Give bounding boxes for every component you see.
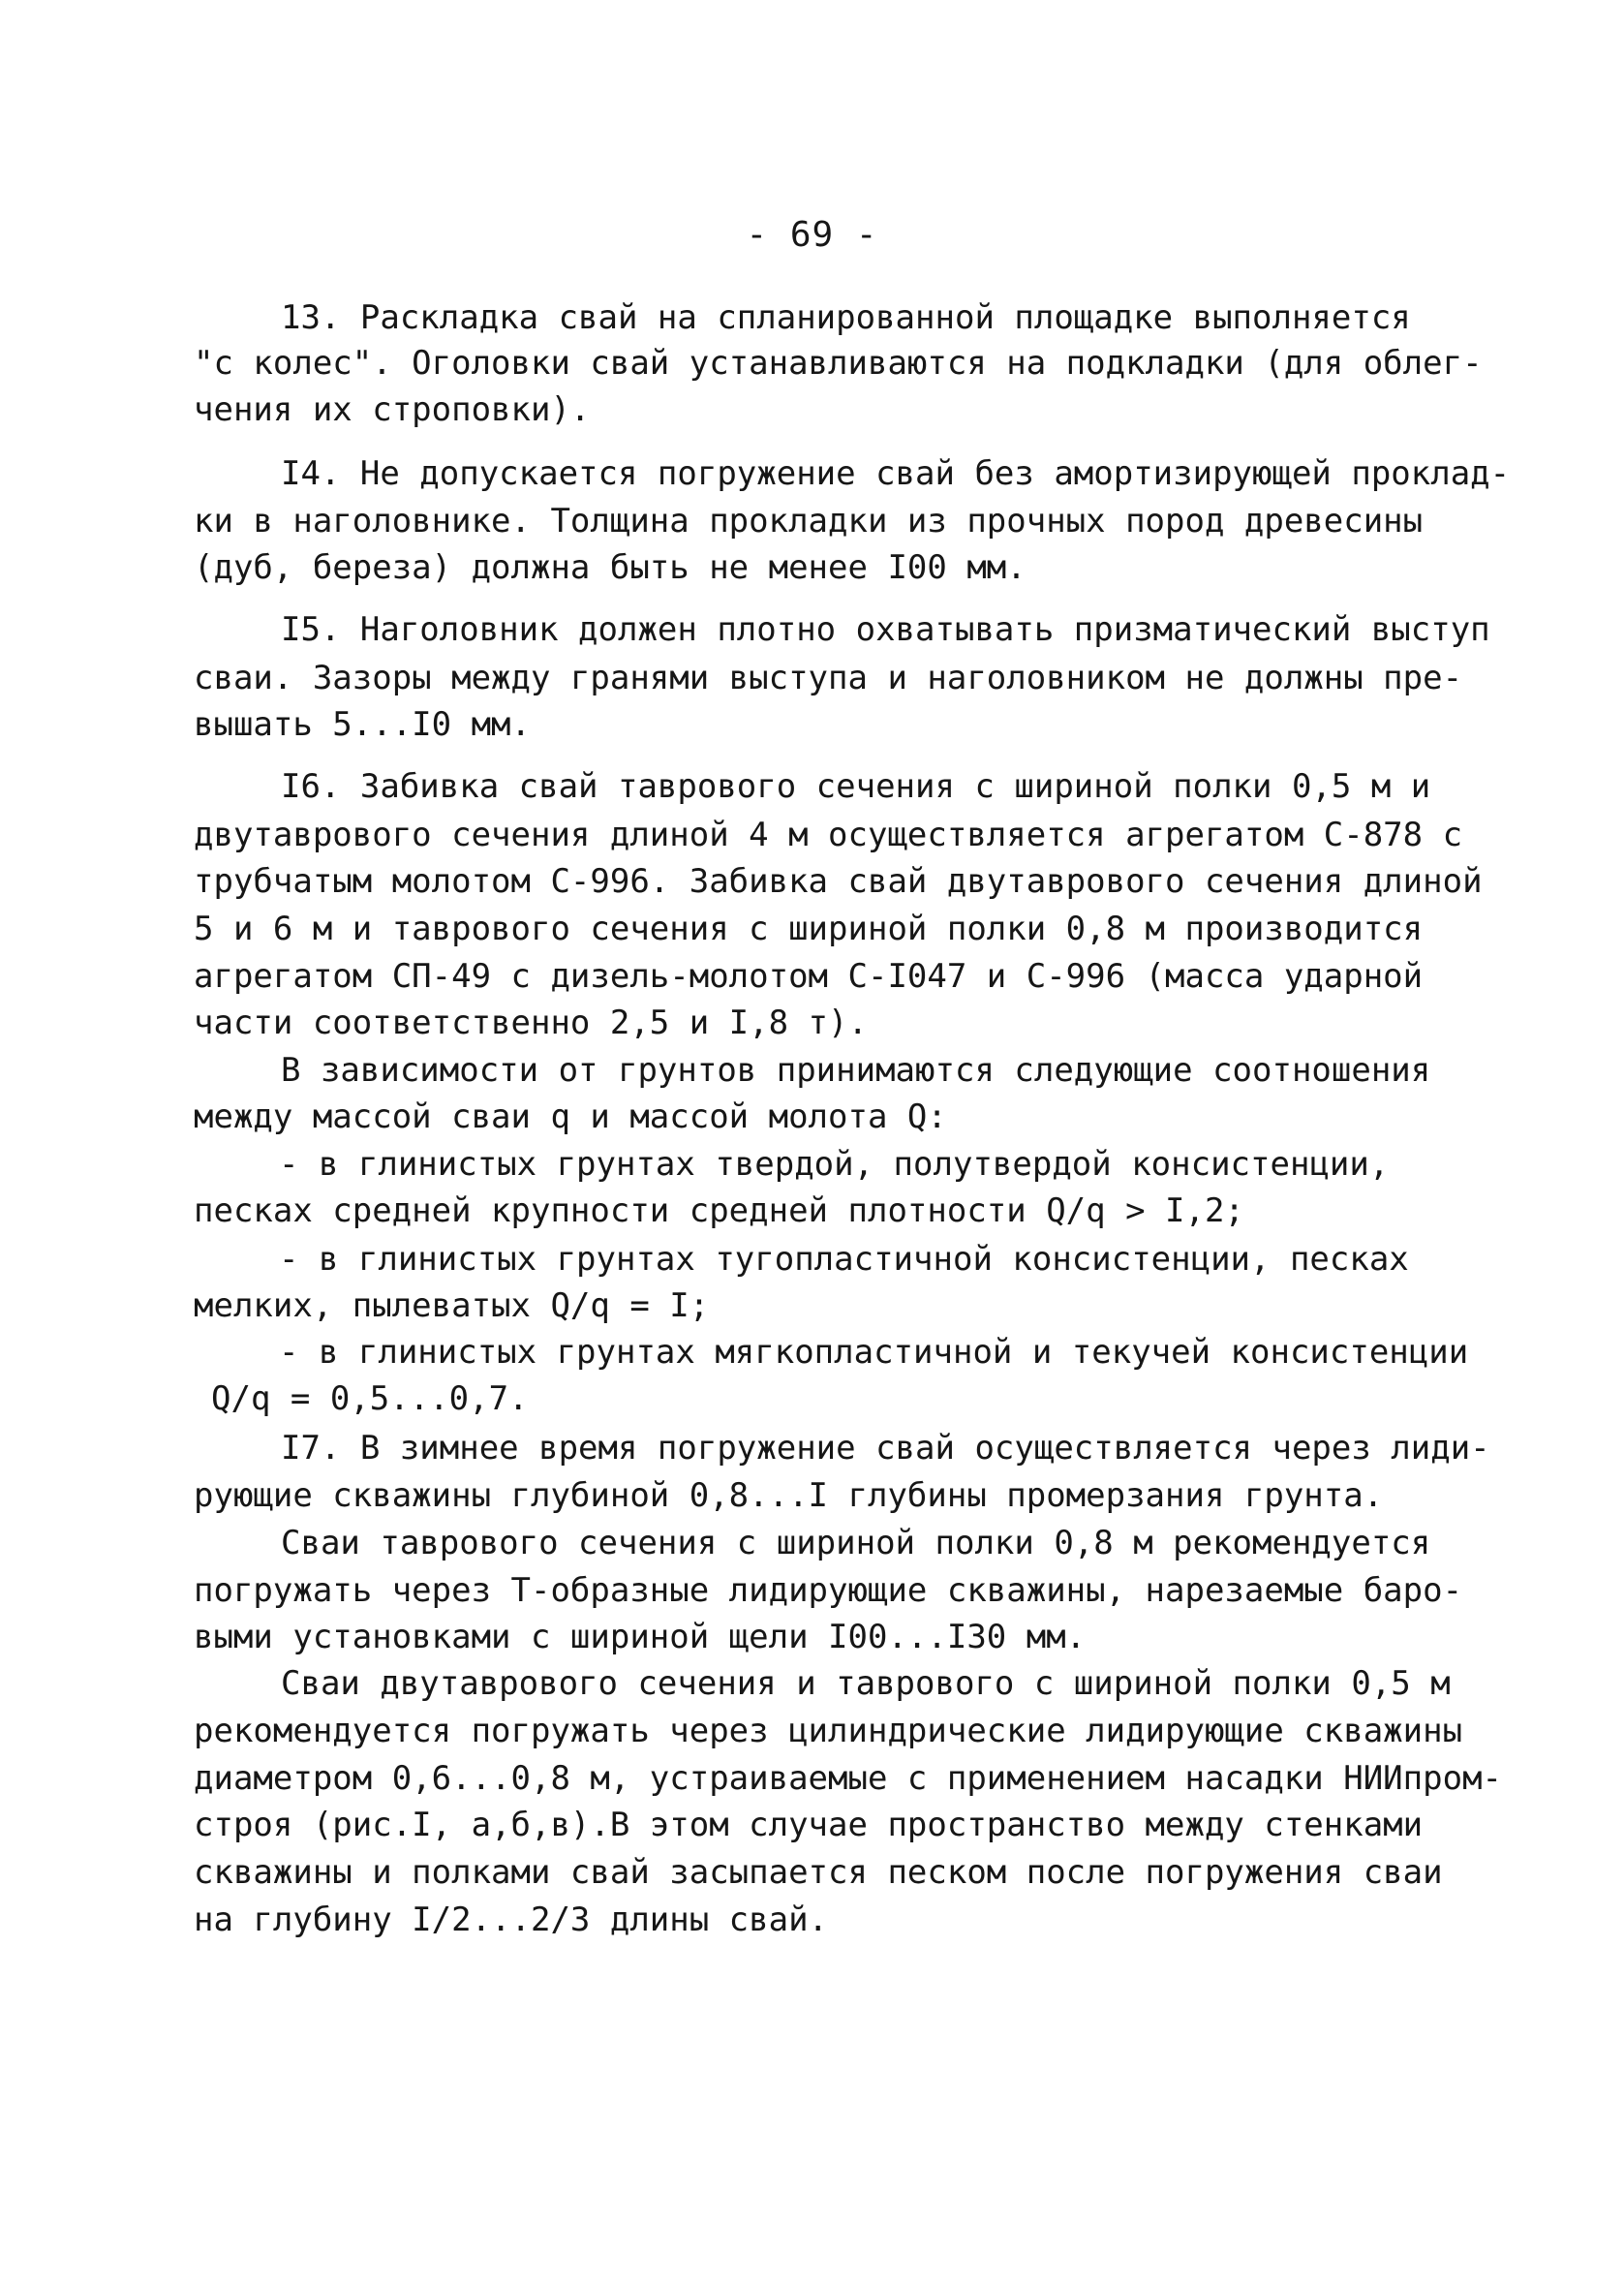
page-number: - 69 - — [746, 215, 878, 255]
paragraph-17b-line-2: погружать через Т-образные лидирующие скважины, нарезаемые баро- — [194, 1571, 1463, 1610]
paragraph-16-line-5: агрегатом СП-49 с дизель-молотом С-I047 и С-996 (масса ударной — [194, 957, 1424, 996]
paragraph-14-line-1: I4. Не допускается погружение свай без амортизирующей проклад- — [281, 454, 1511, 493]
paragraph-16-line-2: двутаврового сечения длиной 4 м осуществляется агрегатом С-878 с — [194, 816, 1463, 854]
paragraph-17c-line-4: строя (рис.I, а,б,в).В этом случае пространство между стенками — [194, 1806, 1424, 1844]
paragraph-14-line-2: ки в наголовнике. Толщина прокладки из прочных пород древесины — [194, 502, 1424, 541]
paragraph-16-line-3: трубчатым молотом С-996. Забивка свай двутаврового сечения длиной — [194, 862, 1483, 901]
paragraph-15-line-1: I5. Наголовник должен плотно охватывать призматический выступ — [281, 610, 1490, 649]
paragraph-14-line-3: (дуб, береза) должна быть не менее I00 мм. — [194, 548, 1026, 587]
paragraph-17b-line-3: выми установками с шириной щели I00...I30 мм. — [194, 1618, 1087, 1656]
paragraph-13-line-2: "с колес". Оголовки свай устанавливаются на подкладки (для облег- — [194, 344, 1483, 383]
paragraph-13-line-3: чения их строповки). — [194, 390, 591, 429]
paragraph-17c-line-5: скважины и полками свай засыпается песком после погружения сваи — [194, 1853, 1443, 1892]
ratio-item-2-line-2: мелких, пылеватых Q/q = I; — [194, 1286, 710, 1325]
paragraph-17c-line-2: рекомендуется погружать через цилиндрические лидирующие скважины — [194, 1712, 1463, 1750]
ratio-item-3-line-1: - в глинистых грунтах мягкопластичной и текучей консистенции — [279, 1333, 1469, 1372]
paragraph-16-line-6: части соответственно 2,5 и I,8 т). — [194, 1004, 868, 1042]
paragraph-16-line-1: I6. Забивка свай таврового сечения с шириной полки 0,5 м и — [281, 767, 1431, 806]
paragraph-16-line-4: 5 и 6 м и таврового сечения с шириной полки 0,8 м производится — [194, 910, 1424, 948]
ratio-item-1-line-2: песках средней крупности средней плотности Q/q > I,2; — [194, 1191, 1244, 1230]
paragraph-13-line-1: 13. Раскладка свай на спланированной площадке выполняется — [281, 298, 1411, 337]
paragraph-15-line-2: сваи. Зазоры между гранями выступа и наголовником не должны пре- — [194, 659, 1463, 697]
paragraph-17c-line-6: на глубину I/2...2/3 длины свай. — [194, 1901, 829, 1939]
ratios-intro-line-1: В зависимости от грунтов принимаются следующие соотношения — [281, 1051, 1431, 1090]
paragraph-17b-line-1: Сваи таврового сечения с шириной полки 0,8 м рекомендуется — [281, 1524, 1431, 1562]
paragraph-17-line-2: рующие скважины глубиной 0,8...I глубины промерзания грунта. — [194, 1476, 1384, 1515]
paragraph-15-line-3: вышать 5...I0 мм. — [194, 705, 531, 744]
ratio-item-2-line-1: - в глинистых грунтах тугопластичной консистенции, песках — [279, 1240, 1409, 1279]
ratio-item-1-line-1: - в глинистых грунтах твердой, полутвердой консистенции, — [279, 1145, 1390, 1184]
ratios-intro-line-2: между массой сваи q и массой молота Q: — [194, 1097, 947, 1136]
paragraph-17c-line-3: диаметром 0,6...0,8 м, устраиваемые с применением насадки НИИпром- — [194, 1759, 1503, 1798]
paragraph-17-line-1: I7. В зимнее время погружение свай осуществляется через лиди- — [281, 1429, 1490, 1468]
paragraph-17c-line-1: Сваи двутаврового сечения и таврового с шириной полки 0,5 м — [281, 1664, 1451, 1703]
ratio-item-3-formula: Q/q = 0,5...0,7. — [211, 1379, 529, 1418]
